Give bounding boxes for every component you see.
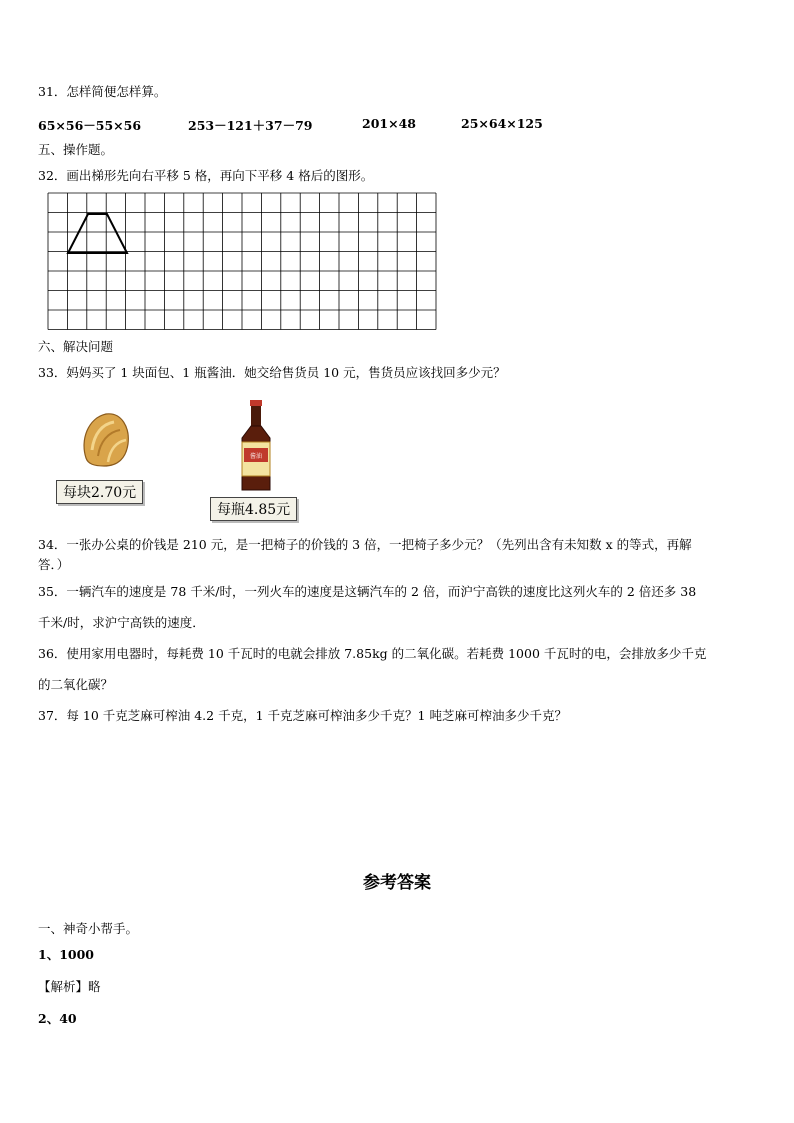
q37-title: 37．每 10 千克芝麻可榨油 4.2 千克，1 千克芝麻可榨油多少千克？1 吨芝麻可榨油多少千克？ xyxy=(38,708,567,723)
q36-line2: 的二氧化碳？ xyxy=(38,677,114,692)
soy-sauce-bottle-image xyxy=(232,398,280,497)
expression-1: 65×56－55×56 xyxy=(38,118,142,133)
expression-4: 25×64×125 xyxy=(461,116,543,131)
q35-line2: 千米/时，求沪宁高铁的速度． xyxy=(38,615,205,630)
bottle-price-tag: 每瓶4.85元 xyxy=(210,497,297,521)
answer-1-note: 【解析】略 xyxy=(38,979,101,994)
bread-image xyxy=(78,410,134,473)
bread-price-tag: 每块2.70元 xyxy=(56,480,143,504)
drawing-grid xyxy=(47,192,437,335)
answer-1: 1、1000 xyxy=(38,947,94,962)
bottle-label: 酱油 xyxy=(249,453,263,460)
section-5-heading: 五、操作题。 xyxy=(38,142,114,157)
q34-line2: 答．） xyxy=(38,557,70,572)
q32-title: 32．画出梯形先向右平移 5 格，再向下平移 4 格后的图形。 xyxy=(38,168,374,183)
answers-title: 参考答案 xyxy=(363,873,431,893)
q34-line1: 34．一张办公桌的价钱是 210 元，是一把椅子的价钱的 3 倍，一把椅子多少元？（先列出含有未知数 x 的等式，再解 xyxy=(38,537,692,552)
trapezoid-shape xyxy=(68,214,127,253)
q35-line1: 35．一辆汽车的速度是 78 千米/时，一列火车的速度是这辆汽车的 2 倍，而沪宁高铁的速度比这列火车的 2 倍还多 38 xyxy=(38,584,697,599)
answers-section-1: 一、神奇小帮手。 xyxy=(38,921,139,936)
expression-2: 253－121＋37－79 xyxy=(188,118,313,133)
section-6-heading: 六、解决问题 xyxy=(38,339,114,354)
q36-line1: 36．使用家用电器时，每耗费 10 千瓦时的电就会排放 7.85kg 的二氧化碳。若耗费 1000 千瓦时的电，会排放多少千克 xyxy=(38,646,707,661)
answer-2: 2、40 xyxy=(38,1011,77,1026)
q31-title: 31．怎样简便怎样算。 xyxy=(38,84,167,99)
q33-title: 33．妈妈买了 1 块面包、1 瓶酱油．她交给售货员 10 元，售货员应该找回多少元？ xyxy=(38,365,506,380)
expression-3: 201×48 xyxy=(362,116,416,131)
grid-svg xyxy=(47,192,437,332)
